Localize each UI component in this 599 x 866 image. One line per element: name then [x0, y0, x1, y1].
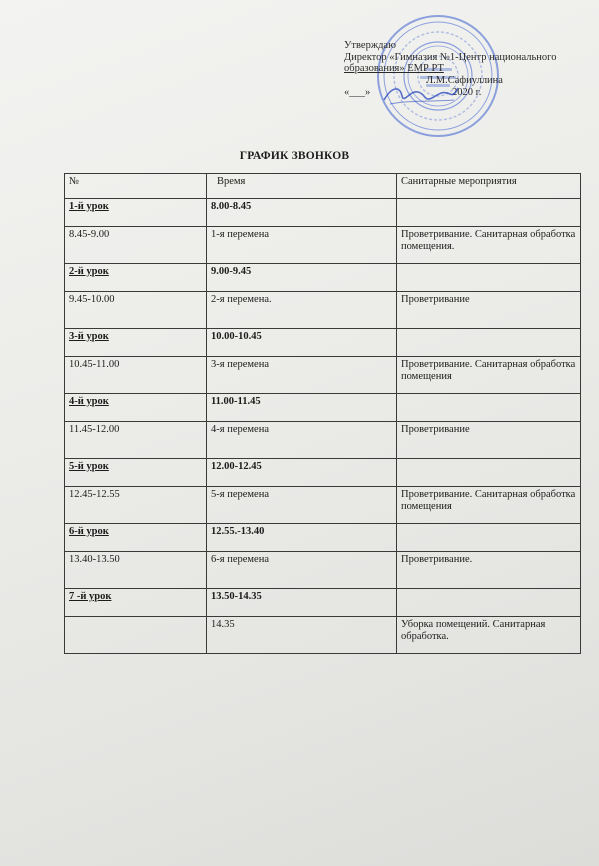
- lesson-time: 13.50-14.35: [207, 589, 397, 617]
- sanitary-cell: Проветривание: [397, 292, 581, 329]
- lesson-time: 9.00-9.45: [207, 264, 397, 292]
- table-row: [65, 357, 581, 394]
- sanitary-cell: Проветривание: [397, 422, 581, 459]
- header-sanitary: Санитарные мероприятия: [397, 174, 581, 199]
- table-row: [65, 487, 581, 524]
- break-time: 10.45-11.00: [65, 357, 207, 394]
- break-time: 13.40-13.50: [65, 552, 207, 589]
- sanitary-cell: [397, 264, 581, 292]
- signature-row: [344, 75, 594, 87]
- break-time: [65, 617, 207, 654]
- lesson-name: 2-й урок: [65, 264, 207, 292]
- table-row: [65, 227, 581, 264]
- lesson-time: 11.00-11.45: [207, 394, 397, 422]
- date-year: 2020 г.: [452, 86, 482, 98]
- break-name: 6-я перемена: [207, 552, 397, 589]
- table-row: [65, 329, 581, 357]
- approval-line-director: Директор «Гимназия №1-Центр национального: [344, 51, 557, 63]
- table-header-row: [65, 174, 581, 199]
- lesson-time: 12.55.-13.40: [207, 524, 397, 552]
- lesson-name: 4-й урок: [65, 394, 207, 422]
- break-name: 2-я перемена.: [207, 292, 397, 329]
- sanitary-cell: Проветривание.: [397, 552, 581, 589]
- approval-line-approved: Утверждаю: [344, 40, 396, 51]
- table-row: [65, 459, 581, 487]
- sanitary-cell: Проветривание. Санитарная обработка помещения.: [397, 227, 581, 264]
- sanitary-cell: Проветривание. Санитарная обработка помещения: [397, 357, 581, 394]
- break-time: 8.45-9.00: [65, 227, 207, 264]
- sanitary-cell: [397, 459, 581, 487]
- lesson-name: 7 -й урок: [65, 589, 207, 617]
- header-time: Время: [207, 174, 397, 199]
- lesson-time: 10.00-10.45: [207, 329, 397, 357]
- table-row: [65, 589, 581, 617]
- break-name: 1-я перемена: [207, 227, 397, 264]
- break-name: 4-я перемена: [207, 422, 397, 459]
- table-row: [65, 199, 581, 227]
- approval-block: [344, 40, 594, 99]
- sanitary-cell: Проветривание. Санитарная обработка помещения: [397, 487, 581, 524]
- break-name: 3-я перемена: [207, 357, 397, 394]
- approval-line-organization: образования» ЕМР РТ: [344, 63, 444, 74]
- date-row: [344, 87, 594, 99]
- sanitary-cell: [397, 329, 581, 357]
- sanitary-cell: Уборка помещений. Санитарная обработка.: [397, 617, 581, 654]
- break-name: 14.35: [207, 617, 397, 654]
- lesson-time: 8.00-8.45: [207, 199, 397, 227]
- header-number: №: [65, 174, 207, 199]
- sanitary-cell: [397, 524, 581, 552]
- break-name: 5-я перемена: [207, 487, 397, 524]
- date-day-blank: «___»: [344, 86, 371, 98]
- sanitary-cell: [397, 394, 581, 422]
- lesson-name: 3-й урок: [65, 329, 207, 357]
- break-time: 12.45-12.55: [65, 487, 207, 524]
- table-row: [65, 422, 581, 459]
- table-row: [65, 552, 581, 589]
- bell-schedule-table: [64, 173, 581, 654]
- lesson-name: 6-й урок: [65, 524, 207, 552]
- break-time: 9.45-10.00: [65, 292, 207, 329]
- break-time: 11.45-12.00: [65, 422, 207, 459]
- table-row: [65, 617, 581, 654]
- sanitary-cell: [397, 589, 581, 617]
- sanitary-cell: [397, 199, 581, 227]
- table-row: [65, 292, 581, 329]
- lesson-name: 5-й урок: [65, 459, 207, 487]
- lesson-time: 12.00-12.45: [207, 459, 397, 487]
- table-row: [65, 394, 581, 422]
- table-row: [65, 264, 581, 292]
- page-title: ГРАФИК ЗВОНКОВ: [239, 150, 350, 162]
- lesson-name: 1-й урок: [65, 199, 207, 227]
- table-row: [65, 524, 581, 552]
- signature-name: Л.М.Сафиуллина: [426, 74, 503, 86]
